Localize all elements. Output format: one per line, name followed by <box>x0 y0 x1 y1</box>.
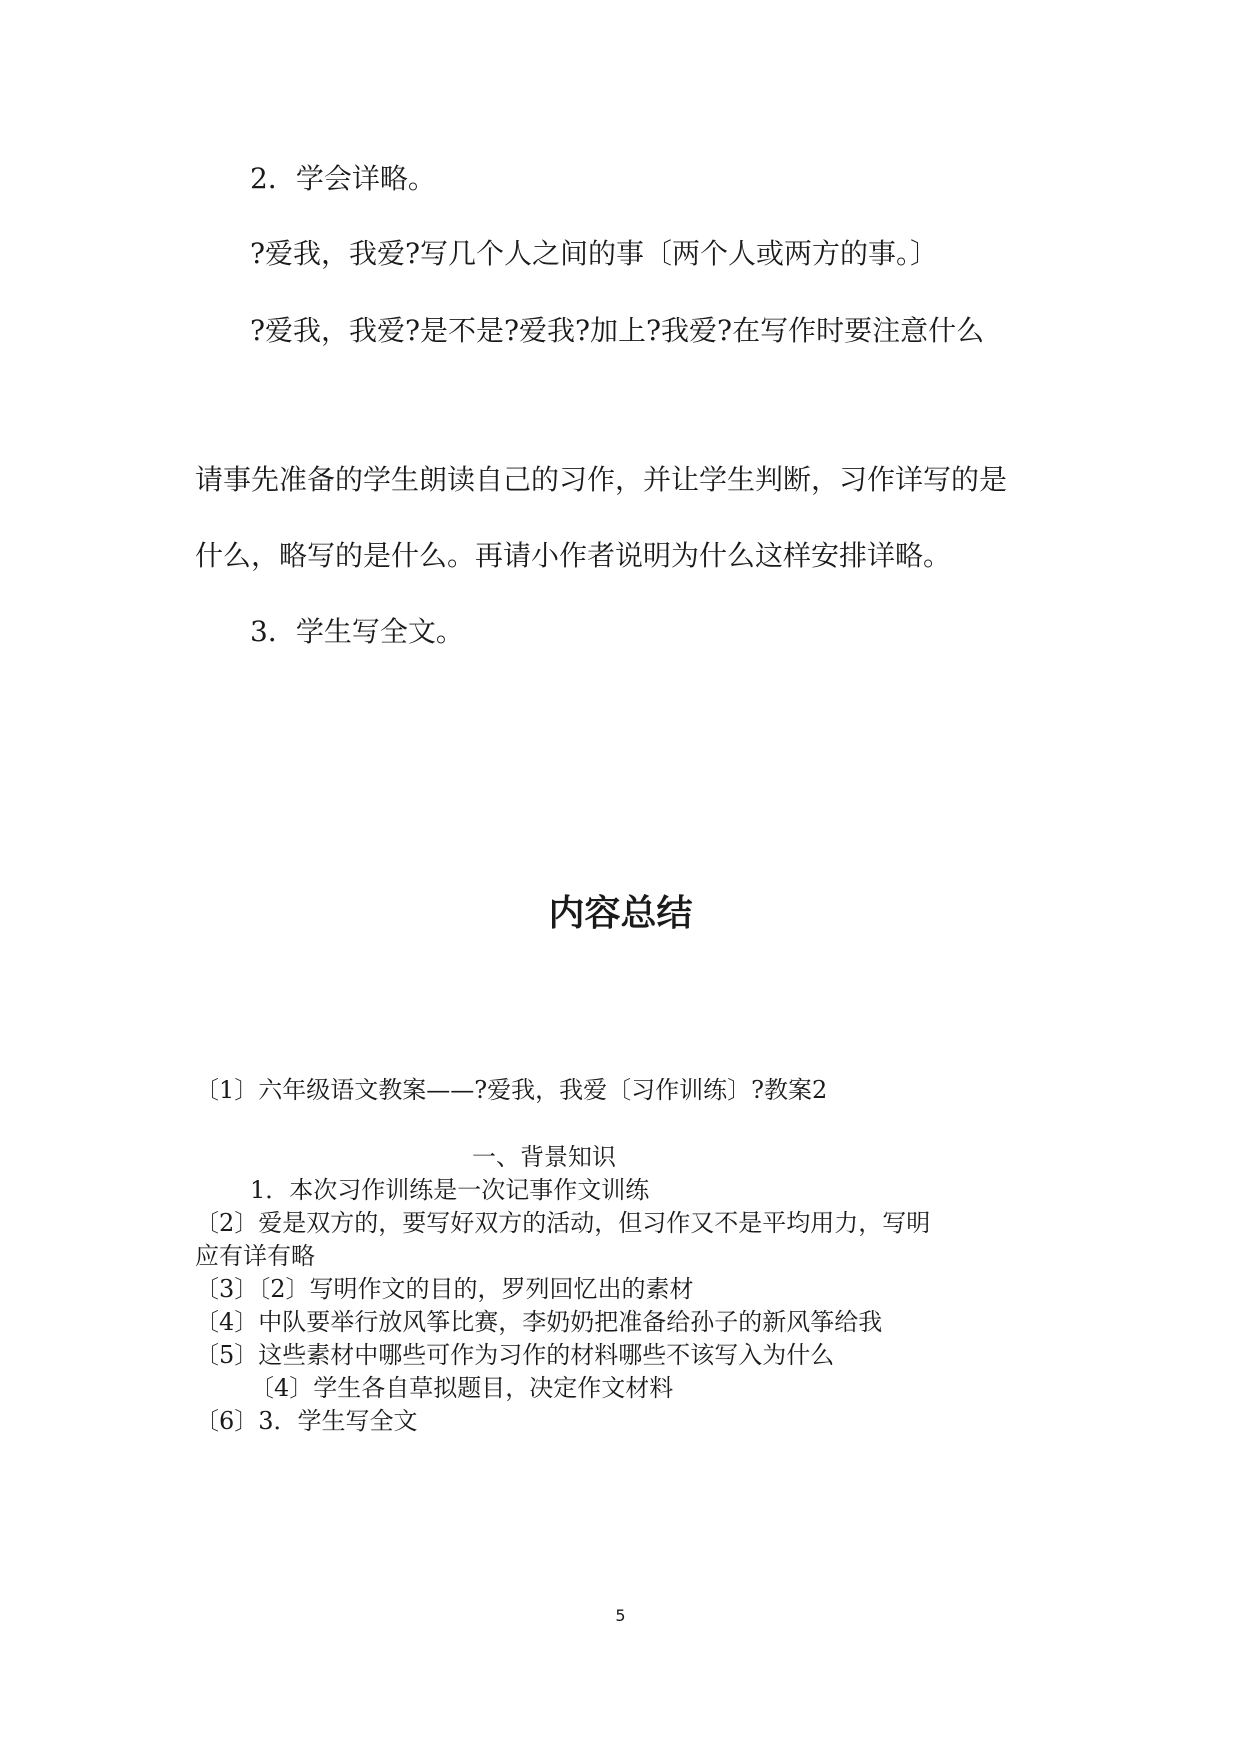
step2-title: 2．学会详略。 <box>250 162 436 195</box>
summary-line: 应有详有略 <box>195 1242 315 1270</box>
page-number: 5 <box>615 1606 626 1625</box>
instruction-line-2: 什么，略写的是什么。再请小作者说明为什么这样安排详略。 <box>195 539 952 572</box>
question-line-2: ?爱我，我爱?是不是?爱我?加上?我爱?在写作时要注意什么 <box>250 314 985 347</box>
summary-line: 〔5〕这些素材中哪些可作为习作的材料哪些不该写入为什么 <box>195 1341 835 1369</box>
summary-line: 〔6〕3．学生写全文 <box>195 1407 418 1435</box>
summary-line: 〔1〕六年级语文教案——?爱我，我爱〔习作训练〕?教案2 <box>195 1076 828 1104</box>
summary-line: 〔4〕中队要举行放风筝比赛，李奶奶把准备给孙子的新风筝给我 <box>195 1308 883 1336</box>
summary-heading: 内容总结 <box>548 893 693 934</box>
instruction-line-1: 请事先准备的学生朗读自己的习作，并让学生判断，习作详写的是 <box>195 463 1008 496</box>
summary-line: 1．本次习作训练是一次记事作文训练 <box>250 1176 650 1204</box>
summary-line: 一、背景知识 <box>472 1143 616 1171</box>
summary-line: 〔4〕学生各自草拟题目，决定作文材料 <box>250 1374 674 1402</box>
step3-title: 3．学生写全文。 <box>250 615 464 648</box>
summary-line: 〔2〕爱是双方的，要写好双方的活动，但习作又不是平均用力，写明 <box>195 1209 931 1237</box>
question-line-1: ?爱我，我爱?写几个人之间的事〔两个人或两方的事。〕 <box>250 237 939 270</box>
summary-line: 〔3〕〔2〕写明作文的目的，罗列回忆出的素材 <box>195 1275 694 1303</box>
